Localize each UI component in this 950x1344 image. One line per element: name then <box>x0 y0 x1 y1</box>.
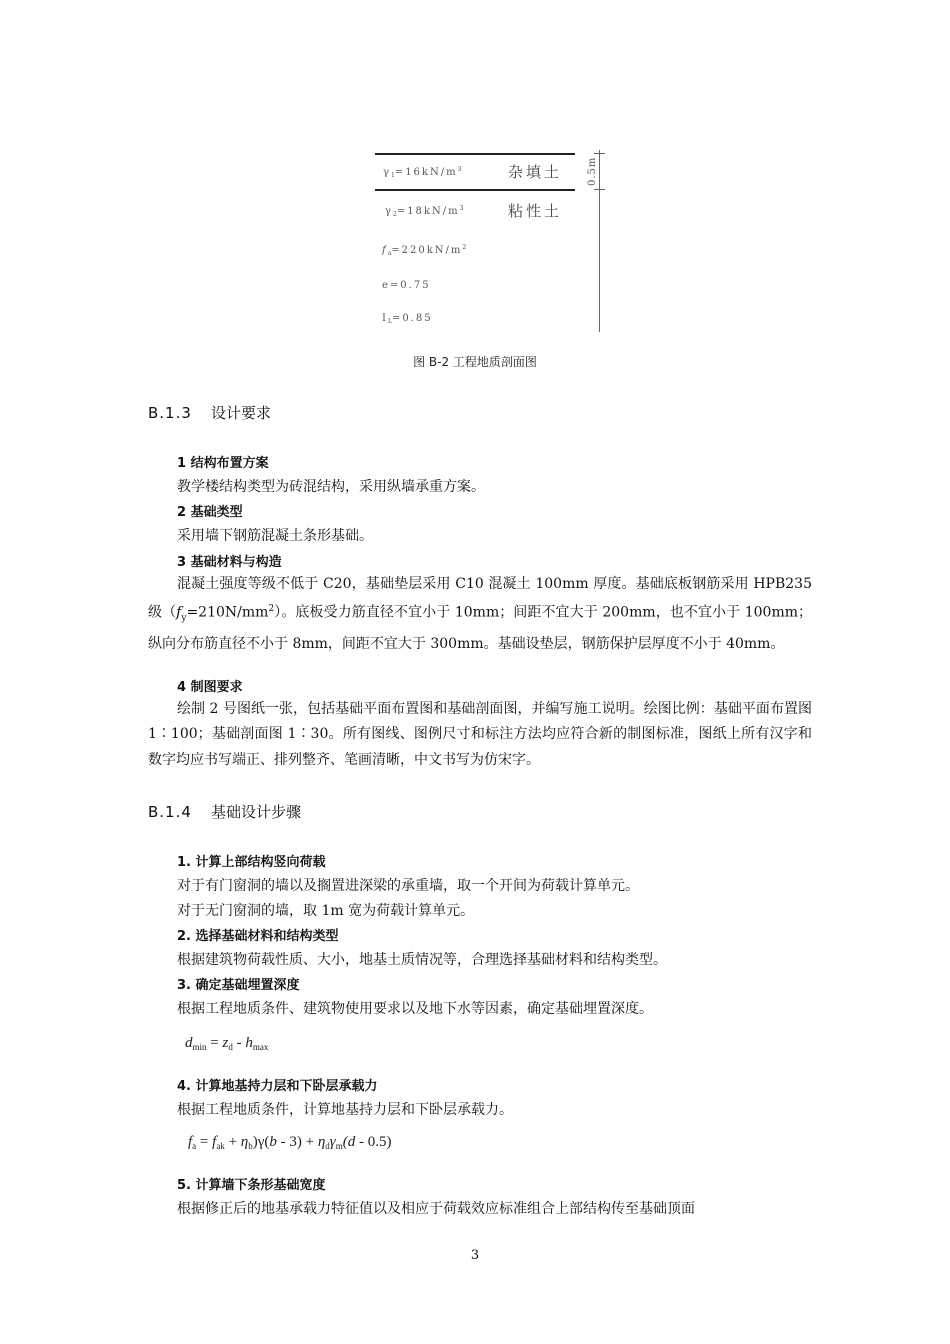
dimension-line <box>599 150 600 332</box>
layer2-unit-weight: $\gamma_2=18kN/m^3$ <box>385 205 464 218</box>
step2-text: 根据建筑物荷载性质、大小，地基土质情况等，合理选择基础材料和结构类型。 <box>177 952 667 968</box>
step3-text: 根据工程地质条件、建筑物使用要求以及地下水等因素，确定基础埋置深度。 <box>177 1001 653 1017</box>
item3-paragraph: 混凝土强度等级不低于 C20，基础垫层采用 C10 混凝土 100mm 厚度。基础底板钢筋采用 HPB235 级$(f_y=210N/mm^2)$。底板受力筋直径不宜小于 10mm；间距不宜大于 200mm，也不宜小于 100mm；纵向分布筋直径不小于 8mm，间距不宜大于 300mm。基础设垫层，钢筋保护层厚度不小于 40mm。 <box>148 576 812 653</box>
item2-text: 采用墙下钢筋混凝土条形基础。 <box>177 528 373 544</box>
item2-heading: 2 基础类型 <box>177 505 243 520</box>
layer-boundary-line <box>375 189 575 191</box>
item1-heading: 1 结构布置方案 <box>177 456 269 471</box>
item4-paragraph: 绘制 2 号图纸一张，包括基础平面布置图和基础剖面图，并编写施工说明。绘图比例：基础平面布置图 1∶100；基础剖面图 1∶30。所有图线、图例尺寸和标注方法均应符合新的制图标准，图纸上所有汉字和数字均应书写端正、排列整齐、笔画清晰，中文书写为仿宋字。 <box>148 701 812 768</box>
page-number: 3 <box>470 1248 480 1263</box>
layer2-name: 粘性土 <box>508 202 563 220</box>
layer1-unit-weight: $\gamma_1=16kN/m^3$ <box>383 166 462 179</box>
step4-text: 根据工程地质条件，计算地基持力层和下卧层承载力。 <box>177 1102 513 1118</box>
step5-text: 根据修正后的地基承载力特征值以及相应于荷载效应标准组合上部结构传至基础顶面 <box>177 1201 695 1217</box>
item3-heading: 3 基础材料与构造 <box>177 555 282 570</box>
step1-heading: 1. 计算上部结构竖向荷载 <box>177 855 326 870</box>
dimension-tick-top <box>594 153 605 154</box>
step4-heading: 4. 计算地基持力层和下卧层承载力 <box>177 1079 378 1094</box>
liquidity-index: $I_L=0.85$ <box>382 313 433 325</box>
layer1-name: 杂填土 <box>508 163 563 181</box>
step1-line1: 对于有门窗洞的墙以及搁置进深梁的承重墙，取一个开间为荷载计算单元。 <box>177 878 639 894</box>
dimension-tick-bottom <box>594 189 605 190</box>
item4-heading: 4 制图要求 <box>177 680 243 695</box>
step5-heading: 5. 计算墙下条形基础宽度 <box>177 1178 326 1193</box>
ground-surface-line <box>375 153 575 155</box>
step2-heading: 2. 选择基础材料和结构类型 <box>177 929 339 944</box>
depth-label: 0.5m <box>587 156 598 186</box>
section-title: 基础设计步骤 <box>211 803 302 821</box>
item1-text: 教学楼结构类型为砖混结构，采用纵墙承重方案。 <box>177 479 485 495</box>
figure-caption: 图 B-2 工程地质剖面图 <box>413 355 537 369</box>
gamma-symbol: γ <box>385 206 393 217</box>
void-ratio: e=0.75 <box>382 280 431 291</box>
step1-line2: 对于无门窗洞的墙，取 1m 宽为荷载计算单元。 <box>177 903 475 919</box>
gamma-symbol: γ <box>383 167 391 178</box>
step3-heading: 3. 确定基础埋置深度 <box>177 978 300 993</box>
section-heading-b13 <box>148 402 271 423</box>
section-number: B.1.3 <box>148 404 192 422</box>
section-heading-b14 <box>148 801 301 822</box>
section-number: B.1.4 <box>148 803 192 821</box>
embedment-depth-formula: $d_{min} = z_d - h_{max}$ <box>185 1035 269 1052</box>
bearing-capacity-formula: $f_a = f_{ak} + \eta_b)\gamma(b - 3) + \eta_d\gamma_m(d - 0.5)$ <box>188 1134 392 1151</box>
section-title: 设计要求 <box>211 404 272 422</box>
bearing-capacity: $f_a=220kN/m^2$ <box>382 244 467 257</box>
